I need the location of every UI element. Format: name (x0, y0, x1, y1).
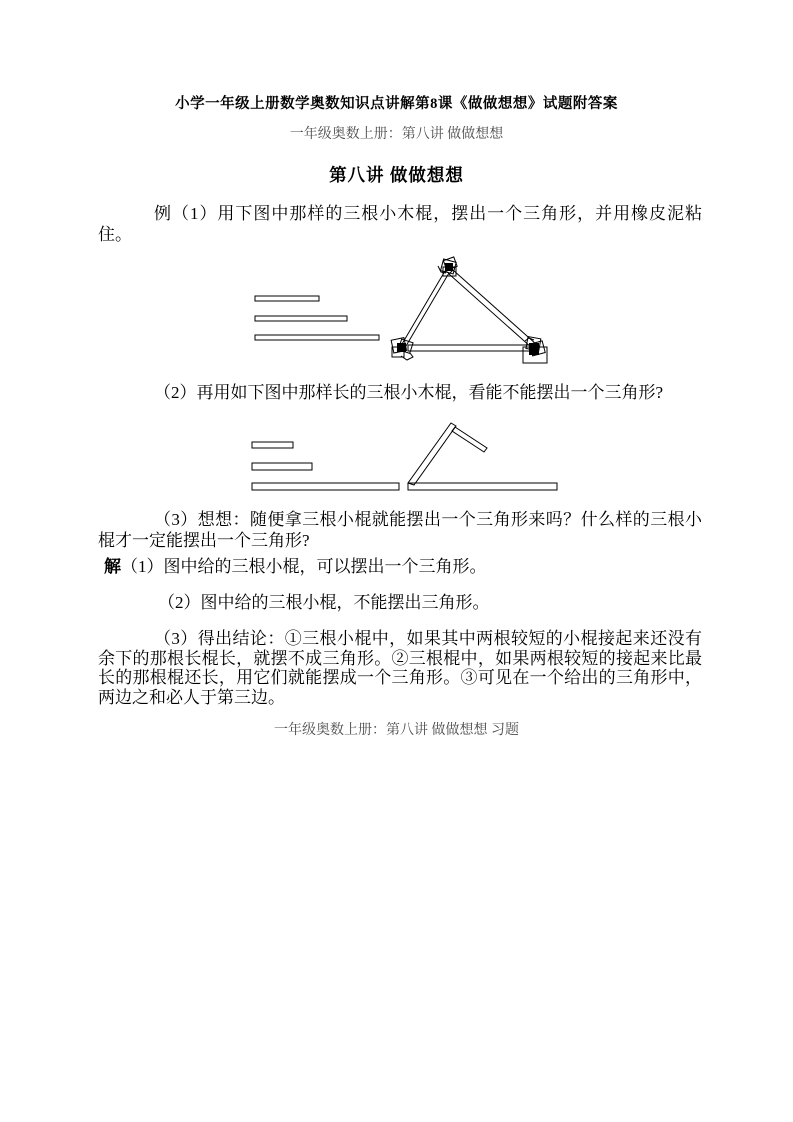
paragraph-solution2: （2）图中给的三根小棍，不能摆出三角形。 (158, 593, 490, 612)
figure1-sticks (255, 296, 379, 340)
stick-long (252, 483, 399, 490)
stick-long (255, 335, 379, 340)
open-shape-right-stick (452, 427, 487, 452)
paragraph-example2: （2）再用如下图中那样长的三根小木棍，看能不能摆出一个三角形? (154, 383, 664, 402)
solution1-text: （1）图中给的三根小棍，可以摆出一个三角形。 (121, 557, 487, 576)
open-shape-left-stick (408, 423, 456, 485)
open-shape-base (408, 483, 557, 490)
clay-joint-bottom-left (391, 338, 413, 360)
figure2-open-shape (408, 423, 557, 490)
figure2-svg (240, 418, 570, 500)
page-footer: 一年级奥数上册：第八讲 做做想想 习题 (274, 723, 519, 738)
section-heading: 第八讲 做做想想 (329, 165, 464, 185)
triangle-left-side (402, 271, 449, 346)
paragraph-solution1 (98, 557, 702, 578)
clay-joint-top (438, 257, 457, 276)
stick-medium (255, 316, 347, 321)
triangle-bottom-side (408, 345, 532, 351)
page-subtitle: 一年级奥数上册：第八讲 做做想想 (289, 127, 504, 142)
page-title: 小学一年级上册数学奥数知识点讲解第8课《做做想想》试题附答案 (175, 96, 618, 112)
figure1-svg (240, 256, 570, 376)
paragraph-example3: （3）想想：随便拿三根小棍就能摆出一个三角形来吗？什么样的三根小棍才一定能摆出一个三角形? (98, 510, 702, 550)
clay-joint-bottom-right (523, 337, 547, 363)
stick-medium (252, 463, 312, 470)
stick-short (255, 296, 319, 301)
paragraph-example1: 例（1）用下图中那样的三根小木棍，摆出一个三角形，并用橡皮泥粘住。 (98, 204, 702, 244)
solution-label: 解 (104, 557, 121, 576)
figure-triangle-with-clay (240, 256, 570, 381)
paragraph-conclusion: （3）得出结论：①三根小棍中，如果其中两根较短的小棍接起来还没有余下的那根长棍长，就摆不成三角形。②三根棍中，如果两根较短的接起来比最长的那根棍还长，用它们就能摆成一个三角形。③可见在一个给出的三角形中，两边之和必人于第三边。 (98, 629, 702, 707)
figure2-sticks (252, 442, 399, 490)
figure-open-shape (240, 418, 570, 505)
figure1-triangle (402, 270, 536, 351)
stick-short (252, 442, 293, 448)
triangle-right-side (449, 270, 536, 348)
